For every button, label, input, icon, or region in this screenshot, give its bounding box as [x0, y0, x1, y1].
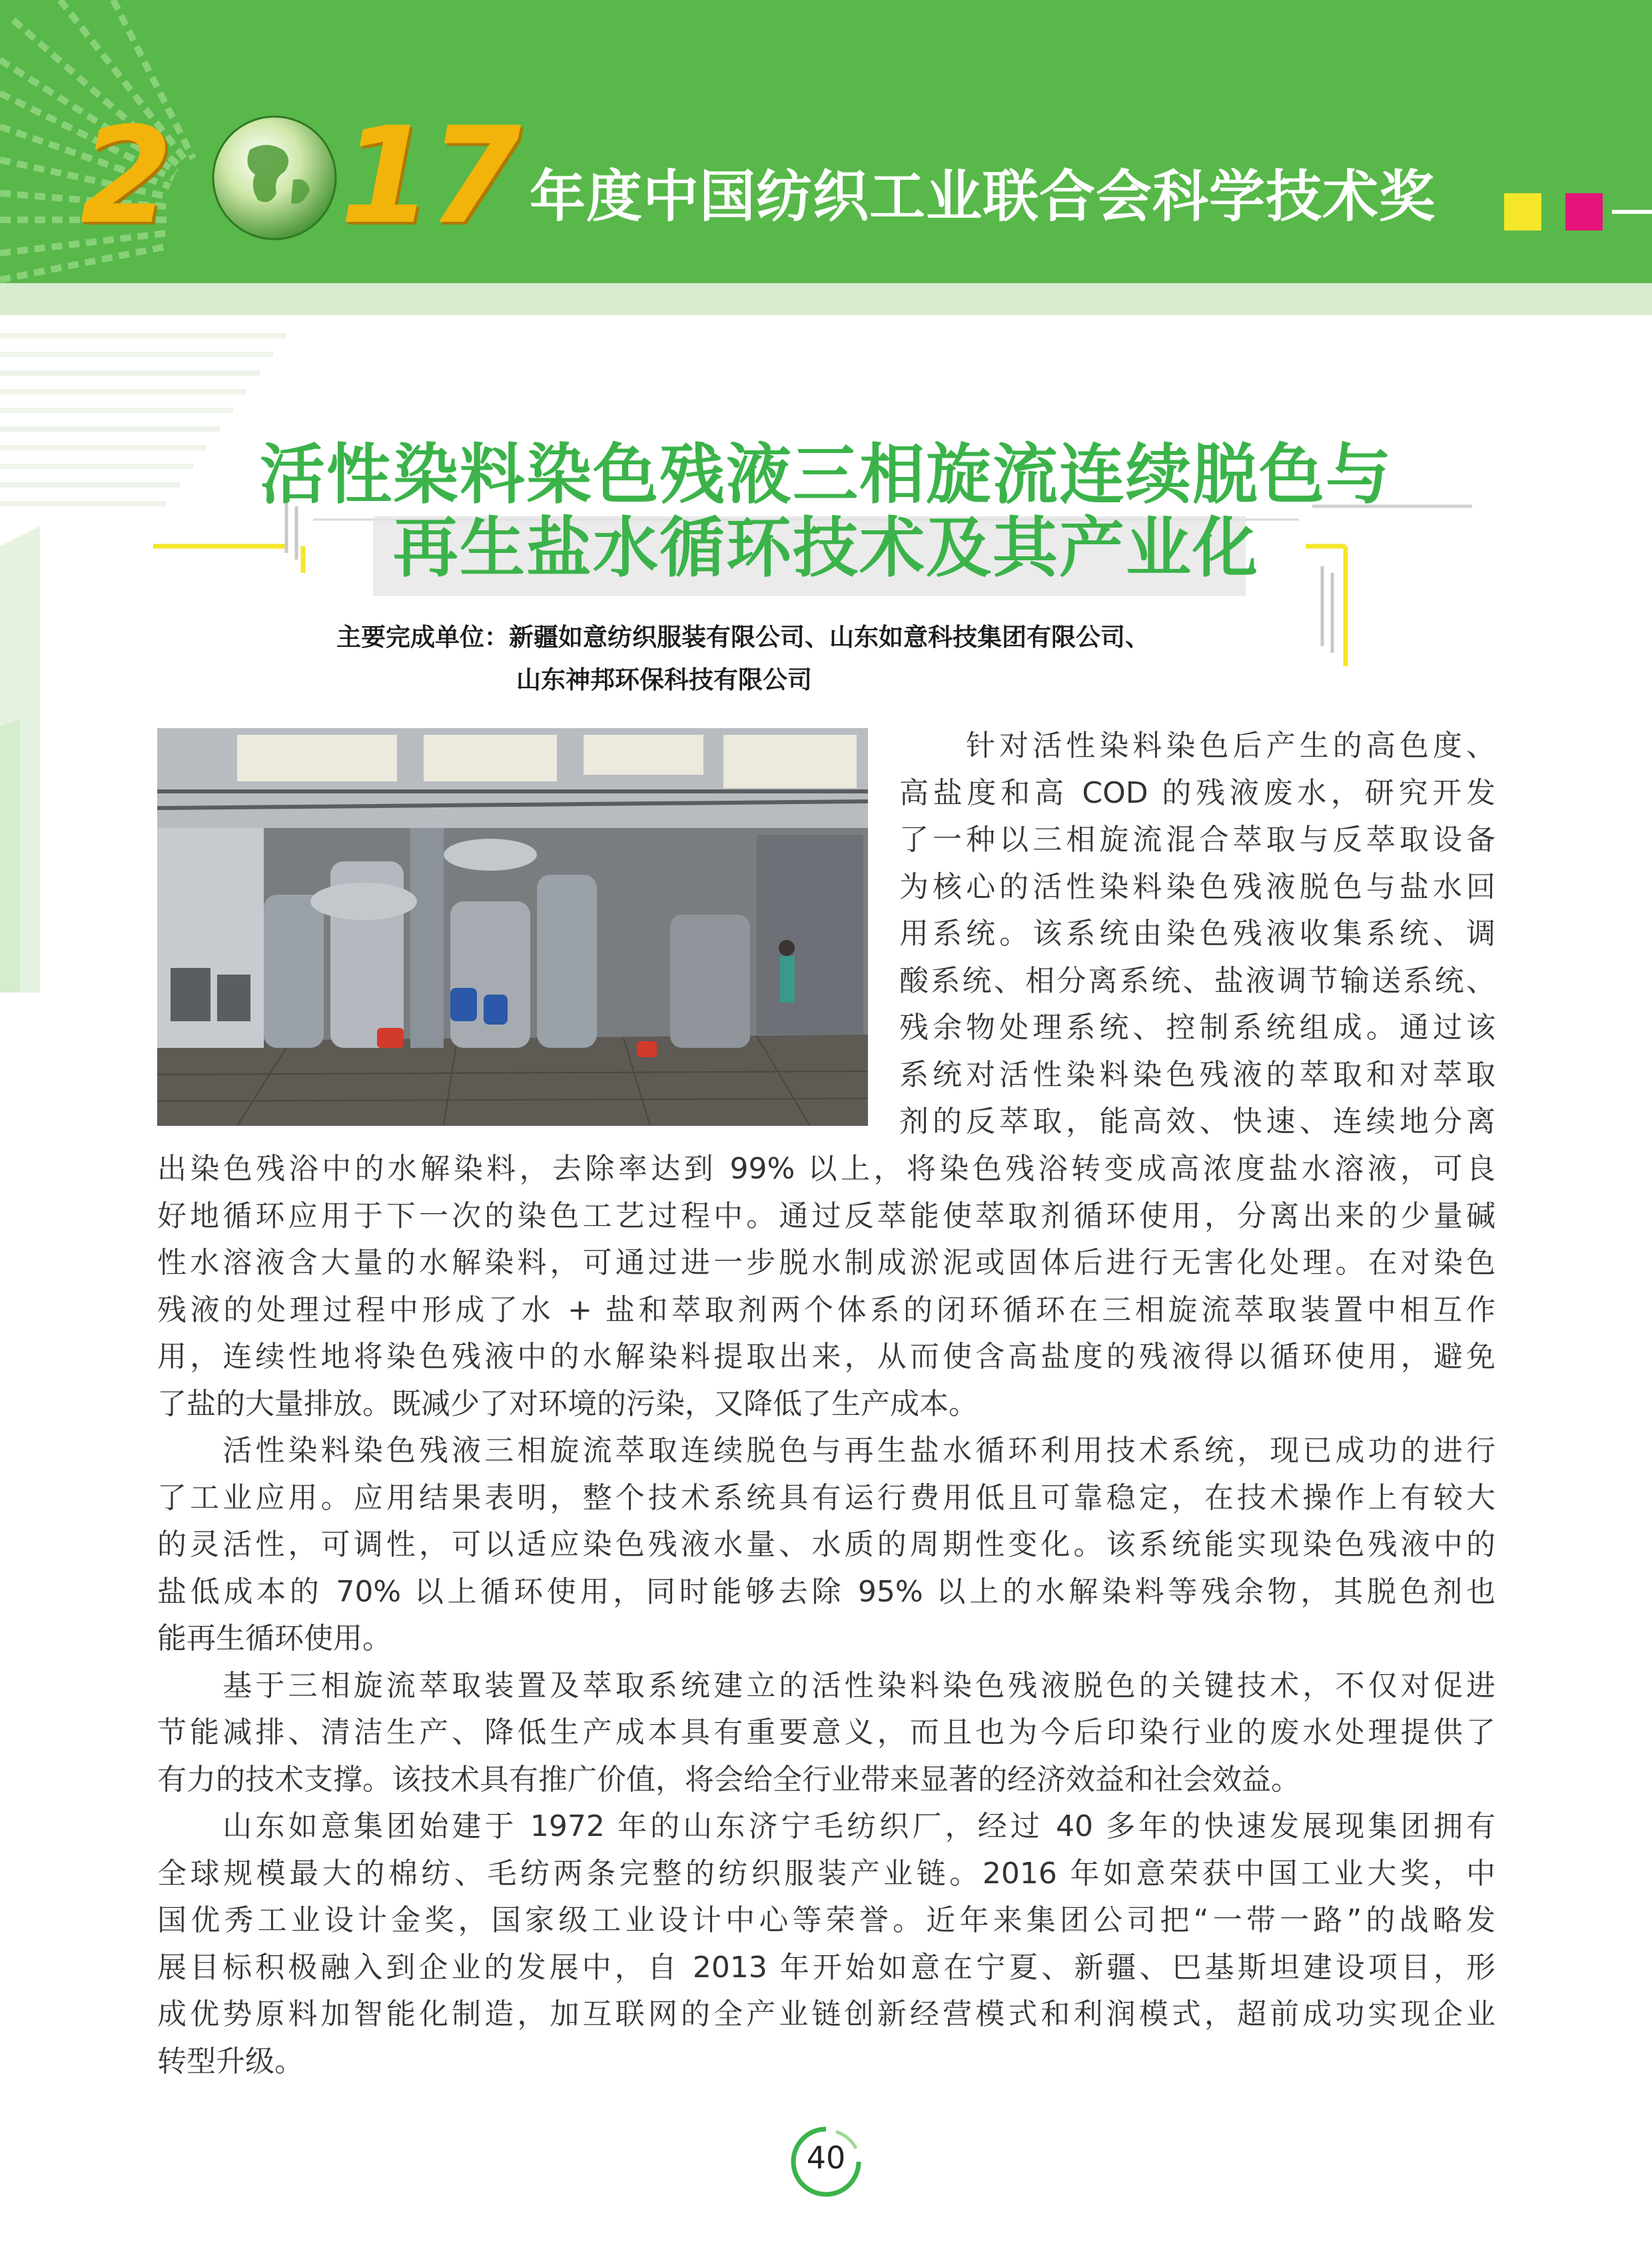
text-line: 出染色残浴中的水解染料，去除率达到 99% 以上，将染色残浴转变成高浓度盐水溶液，可良	[157, 1152, 1495, 1186]
text-line: 残余物处理系统、控制系统组成。通过该	[899, 1011, 1495, 1045]
text-line: 转型升级。	[157, 2044, 304, 2078]
title-line-1: 活性染料染色残液三相旋流连续脱色与	[260, 437, 1393, 513]
text-line: 高盐度和高 COD 的残液废水，研究开发	[899, 775, 1495, 810]
globe-icon	[210, 113, 340, 243]
completing-units	[336, 616, 1402, 701]
text-line: 山东如意集团始建于 1972 年的山东济宁毛纺织厂，经过 40 多年的快速发展现集团拥有	[157, 1809, 1495, 1843]
text-line: 全球规模最大的棉纺、毛纺两条完整的纺织服装产业链。2016 年如意荣获中国工业大奖，中	[157, 1856, 1495, 1891]
text-line: 针对活性染料染色后产生的高色度、	[899, 729, 1495, 763]
text-line: 有力的技术支撑。该技术具有推广价值，将会给全行业带来显著的经济效益和社会效益。	[157, 1762, 1300, 1797]
text-line: 剂的反萃取，能高效、快速、连续地分离	[899, 1105, 1495, 1138]
header-band	[0, 0, 1652, 283]
text-line: 好地循环应用于下一次的染色工艺过程中。通过反萃能使萃取剂循环使用，分离出来的少量碱	[157, 1198, 1495, 1233]
text-line: 节能减排、清洁生产、降低生产成本具有重要意义，而且也为今后印染行业的废水处理提供了	[157, 1715, 1495, 1749]
year-digit-2: 2	[80, 99, 169, 254]
award-title: 年度中国纺织工业联合会科学技术奖	[530, 164, 1436, 229]
text-line: 系统对活性染料染色残液的萃取和对萃取	[899, 1057, 1495, 1092]
header-underband	[0, 283, 1652, 315]
year-digits-17: 17	[340, 99, 518, 254]
accent-square-magenta	[1565, 193, 1603, 230]
text-line: 活性染料染色残液三相旋流萃取连续脱色与再生盐水循环利用技术系统，现已成功的进行	[157, 1434, 1495, 1468]
factory-equipment-photo	[157, 728, 868, 1126]
text-line: 的灵活性，可调性，可以适应染色残液水量、水质的周期性变化。该系统能实现染色残液中的	[157, 1528, 1495, 1562]
intro-text-column	[899, 723, 1495, 1146]
units-line-2: 山东神邦环保科技有限公司	[516, 666, 812, 694]
text-line: 国优秀工业设计金奖，国家级工业设计中心等荣誉。近年来集团公司把“一带一路”的战略发	[157, 1903, 1495, 1937]
page-number-badge	[789, 2125, 863, 2198]
title-line-2: 再生盐水循环技术及其产业化	[393, 510, 1260, 586]
text-line: 基于三相旋流萃取装置及萃取系统建立的活性染料染色残液脱色的关键技术，不仅对促进	[157, 1668, 1495, 1703]
text-line: 为核心的活性染料染色残液脱色与盐水回	[899, 869, 1495, 904]
units-line-1: 主要完成单位：新疆如意纺织服装有限公司、山东如意科技集团有限公司、	[336, 623, 1150, 652]
accent-square-yellow	[1504, 193, 1541, 230]
text-line: 性水溶液含大量的水解染料，可通过进一步脱水制成淤泥或固体后进行无害化处理。在对染色	[157, 1246, 1495, 1280]
text-line: 用，连续性地将染色残液中的水解染料提取出来，从而使含高盐度的残液得以循环使用，避免	[157, 1340, 1495, 1374]
accent-line	[1612, 210, 1652, 214]
text-line: 能再生循环使用。	[157, 1621, 392, 1655]
text-line: 用系统。该系统由染色残液收集系统、调	[899, 917, 1495, 951]
text-line: 成优势原料加智能化制造，加互联网的全产业链创新经营模式和利润模式，超前成功实现企业	[157, 1997, 1495, 2031]
text-line: 了工业应用。应用结果表明，整个技术系统具有运行费用低且可靠稳定，在技术操作上有较大	[157, 1480, 1495, 1515]
text-line: 酸系统、相分离系统、盐液调节输送系统、	[899, 963, 1495, 998]
text-line: 残液的处理过程中形成了水 + 盐和萃取剂两个体系的闭环循环在三相旋流萃取装置中相互作	[157, 1292, 1495, 1327]
page-number: 40	[806, 2140, 846, 2176]
body-text	[157, 1146, 1495, 2085]
text-line: 了一种以三相旋流混合萃取与反萃取设备	[899, 823, 1495, 857]
text-line: 盐低成本的 70% 以上循环使用，同时能够去除 95% 以上的水解染料等残余物，其脱色剂也	[157, 1574, 1495, 1609]
text-line: 展目标积极融入到企业的发展中，自 2013 年开始如意在宁夏、新疆、巴基斯坦建设项目，形	[157, 1950, 1495, 1985]
text-line: 了盐的大量排放。既减少了对环境的污染，又降低了生产成本。	[157, 1386, 978, 1421]
